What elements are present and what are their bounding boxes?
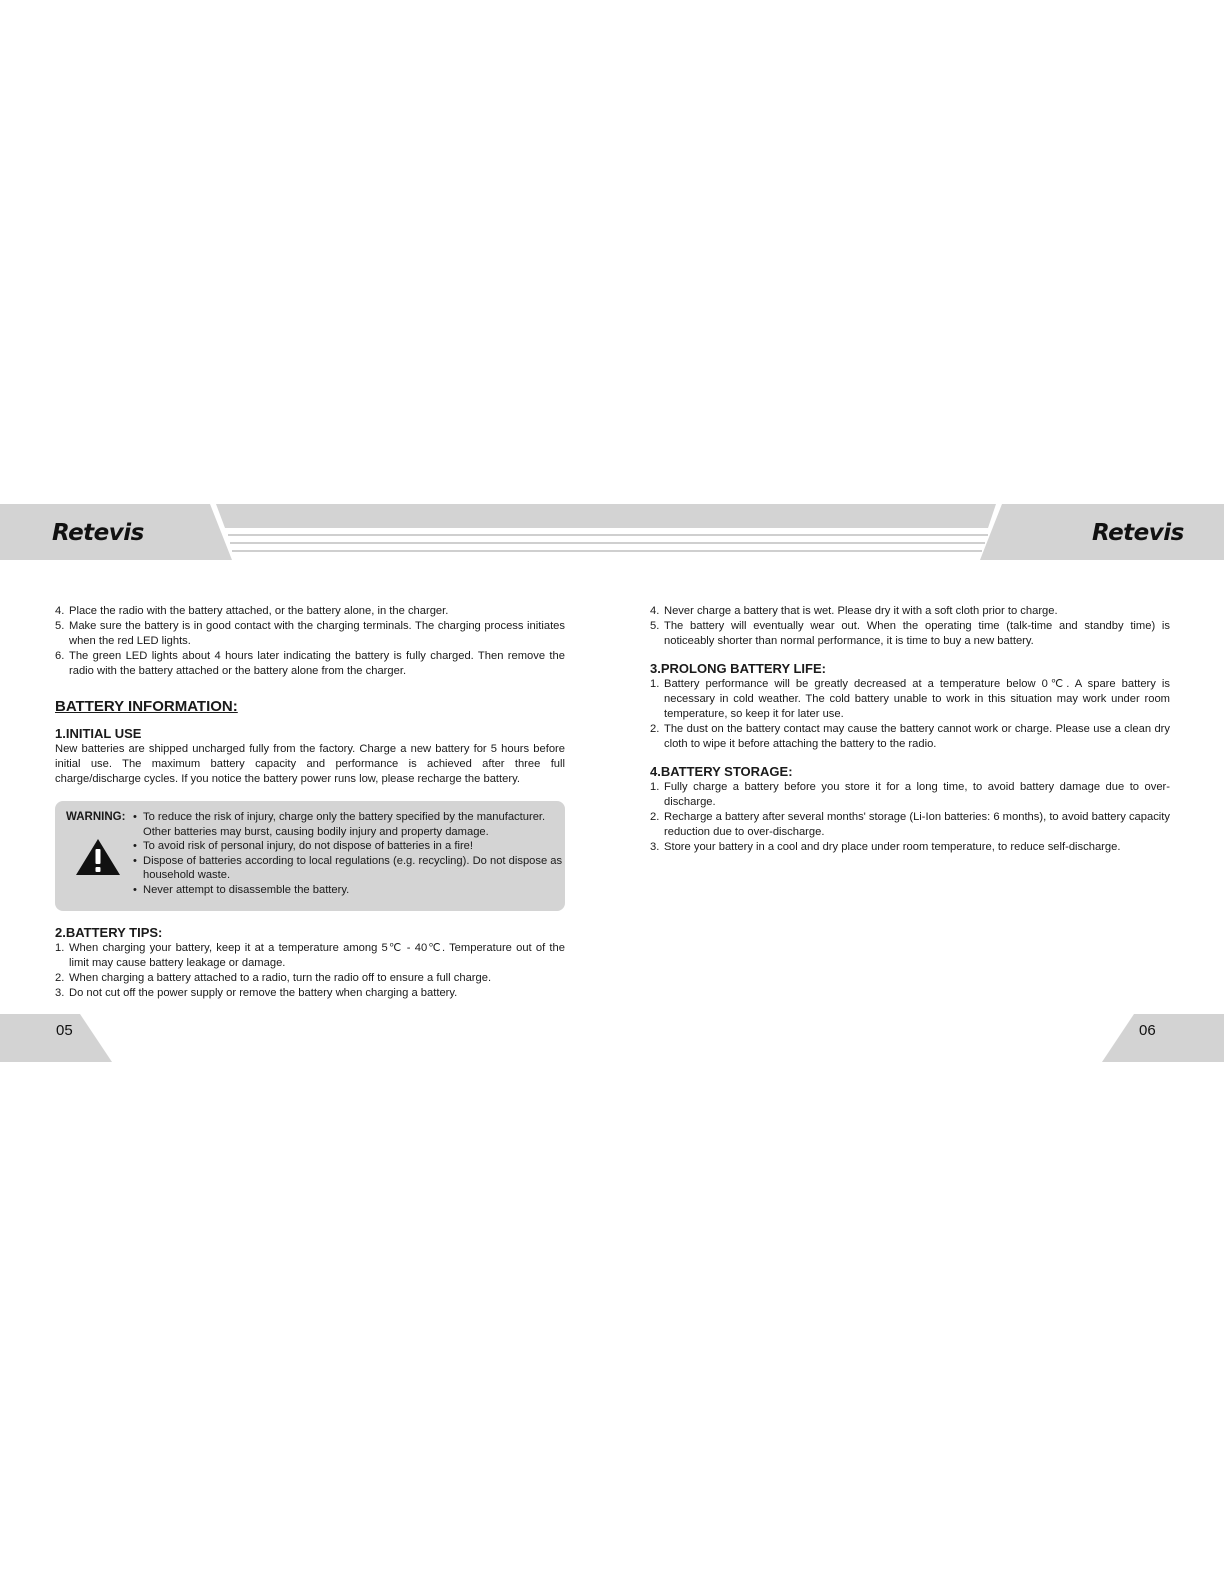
battery-tips-list (55, 941, 565, 1001)
list-item: 3. Store your battery in a cool and dry place under room temperature, to reduce self-discharge. (650, 841, 1121, 853)
header-graphic (0, 504, 1224, 560)
subsection-title-storage: 4.BATTERY STORAGE: (650, 764, 793, 779)
warning-list (133, 810, 563, 897)
warning-item: • To reduce the risk of injury, charge only the battery specified by the manufacturer. Other batteries may burst, causing bodily injury and property damage. (133, 810, 563, 839)
section-title: BATTERY INFORMATION: (55, 698, 238, 715)
warning-item: • Dispose of batteries according to local regulations (e.g. recycling). Do not dispose as household waste. (133, 854, 563, 883)
charging-steps-list (55, 604, 565, 679)
list-item: 2. When charging a battery attached to a radio, turn the radio off to ensure a full charge. (55, 972, 492, 984)
warning-box (55, 801, 565, 911)
list-item: 3. Do not cut off the power supply or remove the battery when charging a battery. (55, 987, 458, 999)
list-item: 2. Recharge a battery after several months' storage (Li-Ion batteries: 6 months), to avoid battery capacity reduction due to over-discharge. (650, 811, 1170, 838)
list-item: 1. Battery performance will be greatly decreased at a temperature below 0℃. A spare battery is necessary in cold weather. The cold battery unable to work in this situation may work under room temperature, so keep it for later use. (650, 678, 1170, 720)
list-item: 4. Never charge a battery that is wet. Please dry it with a soft cloth prior to charge. (650, 605, 1058, 617)
subsection-title-initial-use: 1.INITIAL USE (55, 726, 142, 741)
page-tab-right (1102, 1014, 1224, 1062)
page-number-right: 06 (1139, 1022, 1156, 1039)
subsection-title-battery-tips: 2.BATTERY TIPS: (55, 925, 163, 940)
left-page-content (55, 604, 565, 1001)
warning-item: • Never attempt to disassemble the battery. (133, 883, 563, 898)
list-item: 2. The dust on the battery contact may cause the battery cannot work or charge. Please use a clean dry cloth to wipe it before attaching the battery to the radio. (650, 723, 1170, 750)
header-band (0, 504, 1224, 560)
page-number-left: 05 (56, 1022, 73, 1039)
list-item: 6. The green LED lights about 4 hours later indicating the battery is fully charged. Then remove the radio with the battery attached or the battery alone from the charger. (55, 650, 565, 677)
brand-logo-left: Retevis (52, 520, 144, 546)
warning-item: • To avoid risk of personal injury, do not dispose of batteries in a fire! (133, 839, 563, 854)
brand-logo-right: Retevis (1092, 520, 1184, 546)
tips-continued-list (650, 604, 1170, 649)
warning-label: WARNING: (66, 811, 126, 823)
list-item: 4. Place the radio with the battery attached, or the battery alone, in the charger. (55, 605, 449, 617)
list-item: 5. Make sure the battery is in good contact with the charging terminals. The charging process initiates when the red LED lights. (55, 620, 565, 647)
right-page-content (650, 604, 1170, 855)
list-item: 5. The battery will eventually wear out. When the operating time (talk-time and standby time) is noticeably shorter than normal performance, it is time to buy a new battery. (650, 620, 1170, 647)
prolong-list (650, 677, 1170, 752)
storage-list (650, 780, 1170, 855)
list-item: 1. Fully charge a battery before you store it for a long time, to avoid battery damage due to over-discharge. (650, 781, 1170, 808)
subsection-title-prolong: 3.PROLONG BATTERY LIFE: (650, 661, 826, 676)
initial-use-text: New batteries are shipped uncharged fully from the factory. Charge a new battery for 5 hours before initial use. The maximum battery capacity and performance is achieved after three full charge/discharge cycles. If you notice the battery power runs low, please recharge the battery. (55, 743, 565, 785)
warning-triangle-icon (75, 837, 121, 882)
list-item: 1. When charging your battery, keep it at a temperature among 5℃ - 40℃. Temperature out of the limit may cause battery leakage or damage. (55, 942, 565, 969)
